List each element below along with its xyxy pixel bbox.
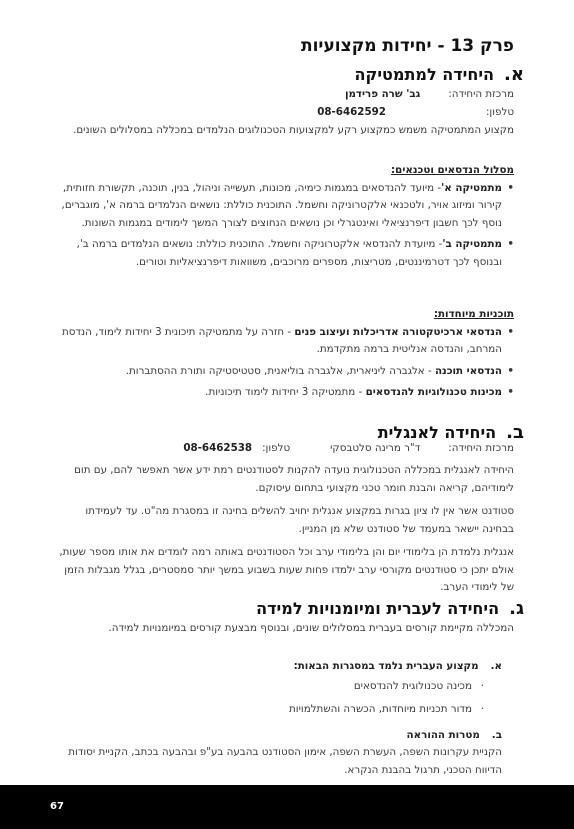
section-a-title: היחידה למתמטיקה (354, 65, 495, 84)
list-item: • הנדסאי ארכיטקטורה אדריכלות ועיצוב פנים - חזרה על מתמטיקה תיכונית 3 יחידות לימוד, הנדסת המרחב, והנדסה אנליטית ברמה מתקדמת. (54, 324, 514, 359)
section-a-intro: מקצוע המתמטיקה משמש כמקצוע רקע למקצועות הטכנולוגים הנלמדים במכללה במסלולים השונים. (73, 124, 514, 136)
list-item: · מכינה טכנולוגית להנדסאים (54, 678, 484, 696)
subsection-heading: א. מקצוע העברית נלמד במסגרות הבאות: (293, 660, 502, 672)
section-a-heading (355, 64, 524, 85)
coordinator-label: מרכזת היחידה: (448, 442, 514, 454)
section-b-title: היחידה לאנגלית (377, 423, 497, 442)
page-number: 67 (50, 801, 64, 812)
section-c-letter: ג. (509, 598, 524, 619)
phone-number: 08-6462538 (183, 442, 253, 454)
paragraph: אנגלית נלמדת הן בלימודי יום והן בלימודי ערב וכל הסטודנטים באותה רמה לומדים את אותו מספר שעות, אולם יתכן כי סטודנטים מקורסי ערב ילמדו פחות שעות בשבוע במשך יותר סמסטרים, בגלל מגבלות הזמן של לימודי הערב. (59, 546, 514, 593)
coordinator-label: מרכזת היחידה: (448, 88, 514, 100)
section-c-heading (256, 598, 524, 619)
paragraph: סטודנט אשר אין לו ציון בגרות במקצוע אנגלית יחויב להשלים בחינה זו במסגרת מה"ט. עד לעמידתו בבחינה יישאר במעמד של סטודנט שלא מן המניין. (85, 505, 514, 535)
section-b-contact (54, 440, 514, 458)
special-heading: תוכניות מיוחדות: (433, 308, 514, 320)
list-item: · מדור תכניות מיוחדות, הכשרה והשתלמויות (54, 701, 484, 719)
section-a-contact (54, 86, 514, 121)
section-c-title: היחידה לעברית ומיומנויות למידה (256, 599, 500, 618)
list-item: • מכינות טכנולוגיות להנדסאים - מתמטיקה 3 יחידות לימוד תיכוניות. (54, 384, 514, 402)
list-item: • הנדסאי תוכנה - אלגברה ליניארית, אלגברה בוליאנית, סטטיסטיקה ותורת ההסתברות. (54, 363, 514, 381)
chapter-title: פרק 13 - יחידות מקצועיות (300, 36, 514, 56)
phone-label: טלפון: (262, 442, 291, 454)
section-b-letter: ב. (506, 422, 524, 443)
phone-number: 08-6462592 (317, 105, 386, 118)
subsection-heading: ב. מטרות ההוראה (406, 728, 502, 741)
track-heading: מסלול הנדסאים וטכנאים: (391, 164, 514, 176)
paragraph: הקניית עקרונות השפה, העשרת השפה, אימון הסטודנט בהבעה בע"פ ובהבעה בכתב, הקניית יסודות הדיווח הטכני, תרגול בהבנת הנקרא. (68, 746, 502, 776)
paragraph: היחידה לאנגלית במכללה הטכנולוגית נועדה להקנות לסטודנטים רמת ידע אשר תאפשר להם, עם תום לימודיהם, קריאה והבנת חומר טכני מקצועי בתחום עיסוקם. (74, 464, 514, 494)
section-c-intro: המכללה מקיימת קורסים בעברית במסלולים שונים, ובנוסף מבצעת קורסים במיומנויות למידה. (108, 622, 514, 634)
list-item: • מתמטיקה ב'- מיועדת להנדסאי אלקטרוניקה וחשמל. התוכנית כוללת: נושאים הנלמדים ברמה ב', ובנוסף לכך דטרמיננטים, מטריצות, מספרים מרוכבים, משוואות דיפרנציאליות וטורים. (54, 236, 514, 271)
page-footer (0, 785, 574, 829)
phone-label: טלפון: (485, 105, 514, 118)
section-a-letter: א. (504, 64, 524, 85)
coordinator-name: ד"ר מרינה סלטבסקי (330, 442, 421, 454)
coordinator-name: גב' שרה פרידמן (344, 88, 421, 100)
list-item: • מתמטיקה א'- מיועד להנדסאים במגמות כימיה, מכונות, תעשייה וניהול, בנין, תוכנה, תקשורת חזותית, קירור ומיזוג אויר, ולטכנאי אלקטרוניקה וחשמל. התוכנית כוללת: נושאים הנלמדים ברמה א', מוגברים, נוסף לכך חשבון דיפרנציאלי ואינטגרלי וכן נושאים הנחוצים לצורך המשך לימודים במגמות השונות. (54, 180, 514, 233)
